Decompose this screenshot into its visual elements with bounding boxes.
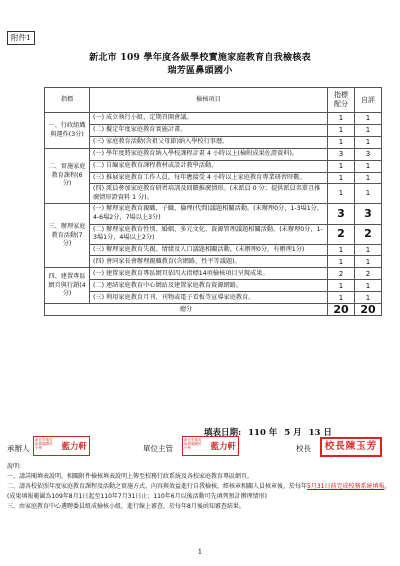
header-category: 指標 bbox=[45, 88, 90, 113]
self-score: 1 bbox=[355, 280, 382, 292]
base-score: 1 bbox=[328, 113, 355, 125]
total-self-score: 20 bbox=[355, 304, 382, 316]
unit-head-stamp bbox=[182, 436, 239, 456]
self-score: 1 bbox=[355, 184, 382, 204]
table-row bbox=[45, 125, 382, 137]
item-text: (一) 學年度將家庭教育納入學校課程計畫 4 小時以上(檢附成果佐證資料)。 bbox=[90, 149, 328, 161]
table-row bbox=[45, 256, 382, 268]
handler-stamp-org: 新北市瑞芳區鼻頭國民小學 bbox=[35, 438, 53, 451]
base-score: 2 bbox=[328, 224, 355, 244]
page-number: 1 bbox=[197, 548, 203, 556]
table-header-row bbox=[45, 88, 382, 113]
unit-head-label: 單位主管 bbox=[143, 444, 173, 453]
item-text: (四) 派員參加家庭教育研習培訓及回饋推廣情形。(未派員 0 分；提供派員名單且推廣情形證資料 1 分)。 bbox=[90, 184, 328, 204]
handler-label: 承辦人 bbox=[7, 444, 30, 453]
notes-section bbox=[7, 462, 393, 512]
self-score: 2 bbox=[355, 268, 382, 280]
note-2 bbox=[7, 482, 393, 502]
category-cell: 四、建置專區網頁與行銷(4分) bbox=[45, 268, 90, 304]
table-row bbox=[45, 149, 382, 161]
self-score: 3 bbox=[355, 149, 382, 161]
note-2-deadline: 5月31日前完成校務系統填報 bbox=[307, 483, 385, 490]
note-2-text-a: 二、請各校依照年度家庭教育課程及活動之實施方式、內容與效益進行自我檢核，經核章相關人員核章後，於每年 bbox=[7, 483, 308, 490]
self-score: 1 bbox=[355, 172, 382, 184]
base-score: 1 bbox=[328, 172, 355, 184]
header-base-score: 指標配分 bbox=[328, 88, 355, 113]
base-score: 1 bbox=[328, 137, 355, 149]
base-score: 1 bbox=[328, 280, 355, 292]
total-row bbox=[45, 304, 382, 316]
principal-label: 校長 bbox=[296, 444, 311, 453]
unit-stamp-name: 藍力軒 bbox=[210, 442, 236, 452]
evaluation-table bbox=[44, 87, 382, 316]
table-row bbox=[45, 160, 382, 172]
note-3: 三、由家庭教育中心遴聘委員組成檢核小組，進行線上審查，於每年8月後函知審查結果。 bbox=[7, 503, 245, 510]
table-row bbox=[45, 204, 382, 224]
table-row bbox=[45, 280, 382, 292]
base-score: 1 bbox=[328, 184, 355, 204]
category-cell: 一、行政組織與運作(3分) bbox=[45, 113, 90, 149]
fill-date-day: 13 日 bbox=[308, 428, 332, 438]
base-score: 1 bbox=[328, 256, 355, 268]
total-label: 總分 bbox=[45, 304, 328, 316]
item-text: (三) 利用家庭教育月刊、刊物或電子看板等宣導家庭教育。 bbox=[90, 292, 328, 304]
header-self-score: 自評 bbox=[355, 88, 382, 113]
base-score: 2 bbox=[328, 268, 355, 280]
school-name: 瑞芳區鼻頭國小 bbox=[167, 66, 233, 76]
base-score: 1 bbox=[328, 292, 355, 304]
item-text: (二) 辦理家庭教育性別、婚姻、多元文化、資源管理議題相關活動。(未辦理0分，1-3場1分，4場以上2分) bbox=[90, 224, 328, 244]
category-cell: 二、實施家庭教育課程(6分) bbox=[45, 149, 90, 204]
fill-date-month: 5 月 bbox=[284, 428, 302, 438]
item-text: (三) 辦理家庭教育失親、情緒及人口議題相關活動。(未辦理0分，有辦理1分) bbox=[90, 244, 328, 256]
fill-date-year: 110 年 bbox=[248, 428, 278, 438]
base-score: 3 bbox=[328, 149, 355, 161]
note-2-text-c: 。(成果填報範圍為109年8月1日起至110年7月31日止；110年6月以後活動可先填列預計辦理情形) bbox=[7, 483, 391, 500]
fill-date-label: 填表日期: bbox=[204, 428, 242, 438]
attachment-label: 附件1 bbox=[7, 31, 35, 45]
total-base-score: 20 bbox=[328, 304, 355, 316]
table-row bbox=[45, 137, 382, 149]
self-score: 1 bbox=[355, 160, 382, 172]
table-row bbox=[45, 172, 382, 184]
item-text: (一) 建置家庭教育專區網頁依四大指標14項檢核項目呈現成果。 bbox=[90, 268, 328, 280]
note-1: 一、請詳閱填表說明，相關附件檢核填表說明上傳至校務行政系統及各校家庭教育專區網頁。 bbox=[7, 473, 254, 480]
self-score: 1 bbox=[355, 244, 382, 256]
item-text: (一) 成立執行小組，定期召開會議。 bbox=[90, 113, 328, 125]
table-row bbox=[45, 184, 382, 204]
notes-label: 說明: bbox=[7, 463, 22, 470]
table-row bbox=[45, 244, 382, 256]
form-title: 新北市 109 學年度各級學校實施家庭教育自我檢核表 bbox=[89, 53, 311, 63]
table-row bbox=[45, 292, 382, 304]
header-item: 檢核項目 bbox=[90, 88, 328, 113]
base-score: 1 bbox=[328, 244, 355, 256]
self-score: 1 bbox=[355, 256, 382, 268]
handler-stamp-name: 藍力軒 bbox=[61, 442, 87, 452]
item-text: (二) 連結家庭教育中心網站及建置家庭教育資源網路。 bbox=[90, 280, 328, 292]
principal-stamp: 校長陳玉芳 bbox=[320, 437, 382, 457]
table-row bbox=[45, 224, 382, 244]
item-text: (二) 擬定年度家庭教育實施計畫。 bbox=[90, 125, 328, 137]
base-score: 1 bbox=[328, 125, 355, 137]
item-text: (三) 推展家庭教育工作人員，每年應接受 4 小時以上家庭教育專業研習時數。 bbox=[90, 172, 328, 184]
item-text: (三) 家庭教育活動(含祖父母節)納入學校行事曆。 bbox=[90, 137, 328, 149]
item-text: (二) 自編家庭教育課程教材或設計教學活動。 bbox=[90, 160, 328, 172]
item-text: (一) 辦理家庭教育親職、子職、倫理(代間)議題相關活動。(未辦理0分，1-3場1分，4-6場2分，7場以上3分) bbox=[90, 204, 328, 224]
self-score: 1 bbox=[355, 292, 382, 304]
self-score: 3 bbox=[355, 204, 382, 224]
table-row bbox=[45, 113, 382, 125]
self-score: 1 bbox=[355, 113, 382, 125]
base-score: 3 bbox=[328, 204, 355, 224]
table-row bbox=[45, 268, 382, 280]
self-score: 2 bbox=[355, 224, 382, 244]
category-cell: 三、辦理家庭教育活動(7分) bbox=[45, 204, 90, 268]
base-score: 1 bbox=[328, 160, 355, 172]
self-score: 1 bbox=[355, 125, 382, 137]
handler-stamp bbox=[33, 436, 90, 456]
unit-stamp-org: 新北市瑞芳區鼻頭國民小學 bbox=[184, 438, 202, 451]
self-score: 1 bbox=[355, 137, 382, 149]
item-text: (四) 會同家長會辦理親職教育(含網路、性平等議題)。 bbox=[90, 256, 328, 268]
